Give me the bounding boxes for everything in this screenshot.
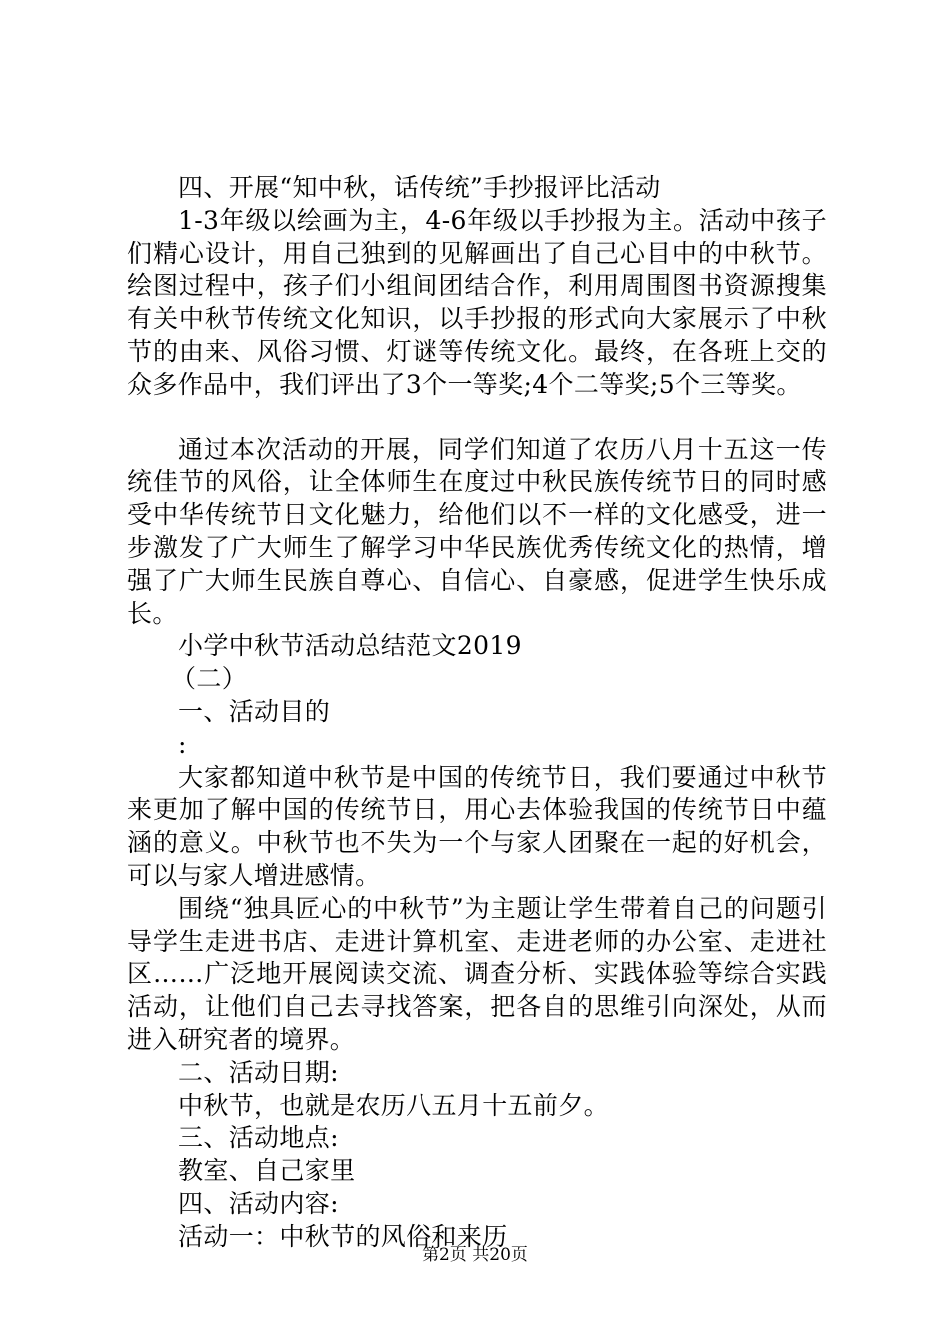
page-footer: 第2页 共20页 [422, 1245, 528, 1265]
section-heading: 二、活动日期: [178, 1057, 339, 1087]
paragraph-gap [127, 402, 827, 434]
stray-colon: : [178, 729, 187, 759]
body-paragraph: 中秋节，也就是农历八五月十五前夕。 [178, 1090, 609, 1120]
section-heading: 三、活动地点: [178, 1123, 339, 1153]
document-title: 小学中秋节活动总结范文2019 [178, 631, 522, 661]
part-number: （二） [171, 664, 248, 694]
body-paragraph: 教室、自己家里 [178, 1156, 356, 1186]
section-heading: 四、开展“知中秋，话传统”手抄报评比活动 [178, 173, 661, 202]
document-body [127, 172, 827, 1254]
section-heading: 四、活动内容: [178, 1188, 339, 1218]
body-paragraph: 围绕“独具匠心的中秋节”为主题让学生带着自己的问题引导学生走进书店、走进计算机室、走进老师的办公室、走进社区……广泛地开展阅读交流、调查分析、实践体验等综合实践活动，让他们自己去寻找答案，把各自的思维引向深处，从而进入研究者的境界。 [127, 893, 827, 1054]
body-paragraph: 1-3年级以绘画为主，4-6年级以手抄报为主。活动中孩子们精心设计，用自己独到的见解画出了自己心目中的中秋节。绘图过程中，孩子们小组间团结合作，利用周围图书资源搜集有关中秋节传统文化知识，以手抄报的形式向大家展示了中秋节的由来、风俗习惯、灯谜等传统文化。最终，在各班上交的众多作品中，我们评出了3个一等奖;4个二等奖;5个三等奖。 [127, 205, 827, 399]
body-paragraph: 大家都知道中秋节是中国的传统节日，我们要通过中秋节来更加了解中国的传统节日，用心去体验我国的传统节日中蕴涵的意义。中秋节也不失为一个与家人团聚在一起的好机会，可以与家人增进感情。 [127, 762, 827, 890]
subsection-heading: 活动一：中秋节的风俗和来历 [178, 1221, 508, 1251]
section-heading: 一、活动目的 [178, 696, 331, 726]
body-paragraph: 通过本次活动的开展，同学们知道了农历八月十五这一传统佳节的风俗，让全体师生在度过中秋民族传统节日的同时感受中华传统节日文化魅力，给他们以不一样的文化感受，进一步激发了广大师生了解学习中华民族优秀传统文化的热情，增强了广大师生民族自尊心、自信心、自豪感，促进学生快乐成长。 [127, 434, 827, 628]
